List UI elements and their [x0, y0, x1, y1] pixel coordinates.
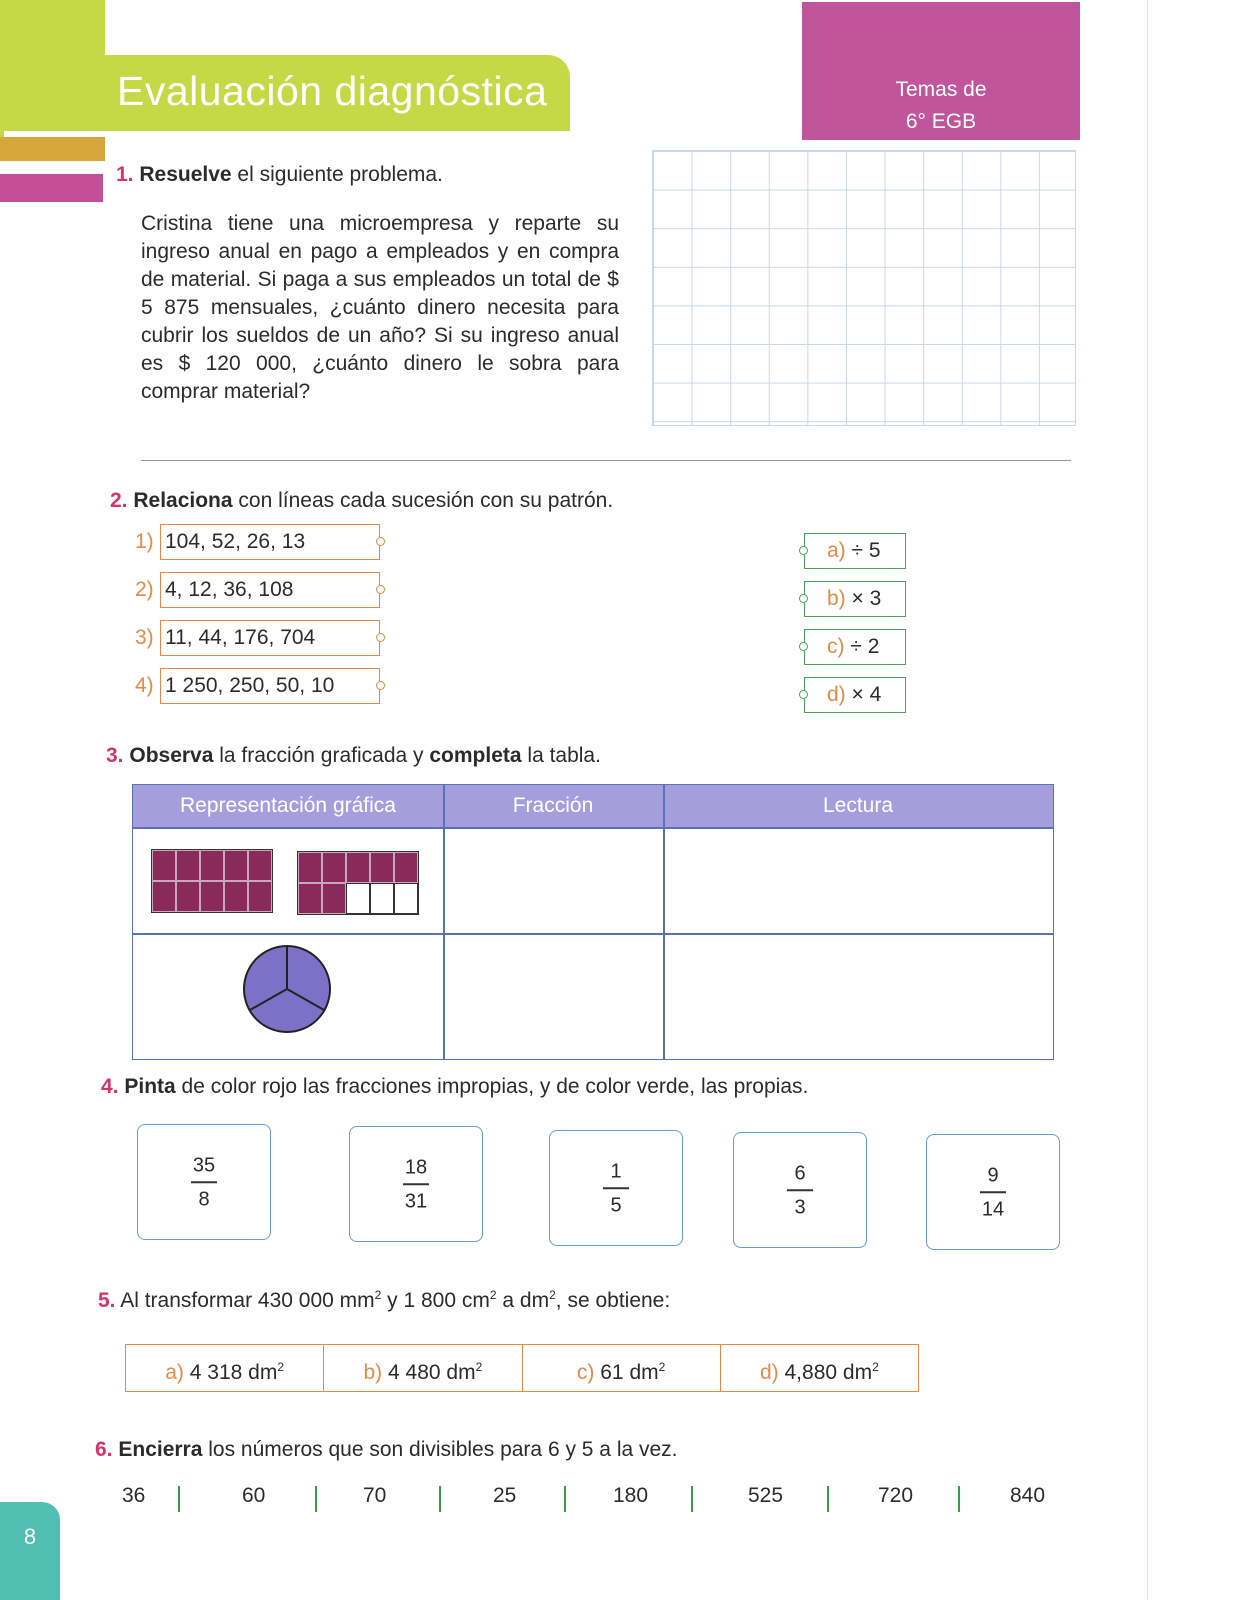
numerator: 9: [987, 1164, 999, 1187]
question-text: con líneas cada sucesión con su patrón.: [232, 489, 614, 512]
denominator: 3: [794, 1195, 806, 1218]
superscript: 2: [872, 1360, 879, 1374]
pattern-d[interactable]: [804, 677, 906, 713]
connector-dot[interactable]: [799, 690, 808, 699]
option-a[interactable]: [126, 1345, 324, 1391]
connector-dot[interactable]: [799, 546, 808, 555]
superscript: 2: [549, 1288, 556, 1302]
question-text: el siguiente problema.: [231, 163, 443, 186]
question-3-prompt: [106, 744, 601, 768]
sequence-1[interactable]: [135, 524, 380, 560]
temas-line-2: 6° EGB: [905, 110, 977, 133]
question-5-prompt: [98, 1288, 670, 1313]
question-6-prompt: [95, 1438, 678, 1462]
sequence-number: 3): [135, 626, 154, 649]
question-number: 6.: [95, 1438, 113, 1461]
left-accent-strip: [0, 0, 4, 140]
separator: [315, 1486, 317, 1512]
sequence-3[interactable]: [135, 620, 380, 656]
question-text: , se obtiene:: [555, 1289, 671, 1312]
option-value: 4,880 dm: [778, 1361, 873, 1384]
superscript: 2: [277, 1360, 285, 1374]
question-number: 4.: [101, 1075, 119, 1098]
fraction-bar: [980, 1191, 1006, 1193]
sequence-text: 11, 44, 176, 704: [165, 626, 316, 649]
sequence-4[interactable]: [135, 668, 380, 704]
reading-answer-cell-1[interactable]: [665, 829, 1051, 931]
temas-line-1: Temas de: [895, 78, 987, 101]
denominator: 31: [404, 1189, 428, 1212]
question-number: 3.: [106, 744, 124, 767]
pattern-op: × 4: [845, 683, 882, 706]
denominator: 5: [610, 1193, 622, 1216]
answer-options: [125, 1344, 919, 1392]
temas-badge: [802, 2, 1080, 140]
numerator: 35: [192, 1154, 216, 1177]
fraction-grid-partial: [297, 851, 419, 915]
separator: [958, 1486, 960, 1512]
numerator: 6: [794, 1162, 806, 1185]
question-verb: Encierra: [118, 1438, 203, 1461]
number-item[interactable]: 720: [878, 1484, 914, 1507]
question-verb: Observa: [129, 744, 214, 767]
option-letter: a): [165, 1361, 184, 1384]
separator: [827, 1486, 829, 1512]
option-value: 4 480 dm: [382, 1361, 476, 1384]
number-item[interactable]: 525: [748, 1484, 784, 1507]
fraction: [980, 1163, 1006, 1221]
pattern-letter: c): [827, 635, 845, 658]
option-letter: d): [759, 1361, 779, 1384]
sequence-number: 1): [135, 530, 154, 553]
fraction-grid-full: [151, 849, 273, 913]
question-verb: Pinta: [124, 1075, 176, 1098]
fraction-circle: [241, 943, 333, 1035]
option-value: 61 dm: [594, 1361, 659, 1384]
separator: [564, 1486, 566, 1512]
page-title: Evaluación diagnóstica: [117, 68, 548, 114]
connector-dot[interactable]: [376, 537, 385, 546]
connector-dot[interactable]: [799, 642, 808, 651]
question-text-end: la tabla.: [521, 744, 601, 767]
separator: [439, 1486, 441, 1512]
header-accent: [0, 0, 105, 60]
fraction: [603, 1159, 629, 1217]
question-text: los números que son divisibles para 6 y 5 a la vez.: [202, 1438, 678, 1461]
pattern-op: × 3: [845, 587, 882, 610]
fraction: [191, 1153, 217, 1211]
fraction-box-1[interactable]: [137, 1124, 271, 1240]
fraction-box-4[interactable]: [733, 1132, 867, 1248]
question-text: y 1 800 cm: [381, 1289, 490, 1312]
reading-answer-cell-2[interactable]: [665, 935, 1051, 1057]
option-d[interactable]: [721, 1345, 918, 1391]
fraction-table: [132, 784, 1054, 1060]
fraction-answer-cell-2[interactable]: [445, 935, 661, 1057]
question-verb-2: completa: [429, 744, 522, 767]
pattern-letter: b): [827, 587, 846, 610]
sequence-text: 4, 12, 36, 108: [165, 578, 294, 601]
sequence-text: 104, 52, 26, 13: [165, 530, 306, 553]
problem-text: Cristina tiene una microempresa y reparte su ingreso anual en pago a empleados y en compra de material. Si paga a sus empleados un total de $ 5 875 mensuales, ¿cuánto dinero necesita para cubrir los sueldos de un año? Si su ingreso anual es $ 120 000, ¿cuánto dinero le sobra para comprar material?: [141, 212, 619, 403]
fraction-box-5[interactable]: [926, 1134, 1060, 1250]
fraction-bar: [603, 1187, 629, 1189]
page-number: 8: [0, 1502, 60, 1600]
connector-dot[interactable]: [376, 585, 385, 594]
question-number: 2.: [110, 489, 128, 512]
superscript: 2: [658, 1360, 666, 1374]
question-number: 5.: [98, 1289, 116, 1312]
question-1-prompt: [116, 163, 443, 187]
question-text: a dm: [496, 1289, 550, 1312]
fraction-box-3[interactable]: [549, 1130, 683, 1246]
sequence-number: 2): [135, 578, 154, 601]
divider: [141, 460, 1071, 461]
fraction: [787, 1161, 813, 1219]
connector-dot[interactable]: [799, 594, 808, 603]
superscript: 2: [475, 1360, 483, 1374]
numerator: 18: [404, 1156, 428, 1179]
fraction-bar: [403, 1183, 429, 1185]
sequence-2[interactable]: [135, 572, 380, 608]
work-grid[interactable]: [652, 150, 1076, 426]
number-row: [122, 1484, 1052, 1520]
pattern-op: ÷ 2: [844, 635, 880, 658]
option-b[interactable]: [324, 1345, 522, 1391]
superscript: 2: [374, 1288, 382, 1302]
header-fraction: Fracción: [512, 794, 594, 817]
question-4-prompt: [101, 1075, 808, 1099]
question-2-prompt: [110, 489, 613, 513]
question-number: 1.: [116, 163, 134, 186]
number-item[interactable]: 60: [242, 1484, 266, 1507]
superscript: 2: [489, 1288, 497, 1302]
pattern-b[interactable]: [804, 581, 906, 617]
number-item[interactable]: 36: [122, 1484, 146, 1507]
question-text: de color rojo las fracciones impropias, y de color verde, las propias.: [175, 1075, 809, 1098]
numerator: 1: [610, 1160, 622, 1183]
denominator: 14: [981, 1197, 1005, 1220]
question-verb: Relaciona: [133, 489, 233, 512]
number-item[interactable]: 25: [493, 1484, 517, 1507]
fraction: [403, 1155, 429, 1213]
question-text: la fracción graficada y: [213, 744, 430, 767]
option-value: 4 318 dm: [183, 1361, 278, 1384]
question-text: Al transformar 430 000 mm: [115, 1289, 375, 1312]
option-letter: b): [363, 1361, 383, 1384]
pattern-a[interactable]: [804, 533, 906, 569]
connector-dot[interactable]: [376, 633, 385, 642]
fraction-answer-cell-1[interactable]: [445, 829, 661, 931]
pattern-letter: d): [827, 683, 846, 706]
sequence-text: 1 250, 250, 50, 10: [165, 674, 335, 697]
option-c[interactable]: [523, 1345, 721, 1391]
page-edge: [1147, 0, 1148, 1600]
sequence-number: 4): [135, 674, 154, 697]
pattern-letter: a): [827, 539, 846, 562]
denominator: 8: [198, 1187, 210, 1210]
gold-accent-bar: [0, 137, 105, 161]
option-letter: c): [576, 1361, 595, 1384]
header-representation: Representación gráfica: [180, 794, 396, 817]
pattern-op: ÷ 5: [845, 539, 881, 562]
fraction-box-2[interactable]: [349, 1126, 483, 1242]
table-header: [133, 785, 1053, 827]
separator: [178, 1486, 180, 1512]
header-reading: Lectura: [822, 794, 894, 817]
pattern-c[interactable]: [804, 629, 906, 665]
number-item[interactable]: 70: [363, 1484, 387, 1507]
fraction-bar: [191, 1181, 217, 1183]
connector-dot[interactable]: [376, 681, 385, 690]
separator: [691, 1486, 693, 1512]
fraction-bar: [787, 1189, 813, 1191]
number-item[interactable]: 840: [1010, 1484, 1046, 1507]
pink-accent-bar: [0, 174, 103, 202]
number-item[interactable]: 180: [613, 1484, 649, 1507]
question-verb: Resuelve: [139, 163, 232, 186]
